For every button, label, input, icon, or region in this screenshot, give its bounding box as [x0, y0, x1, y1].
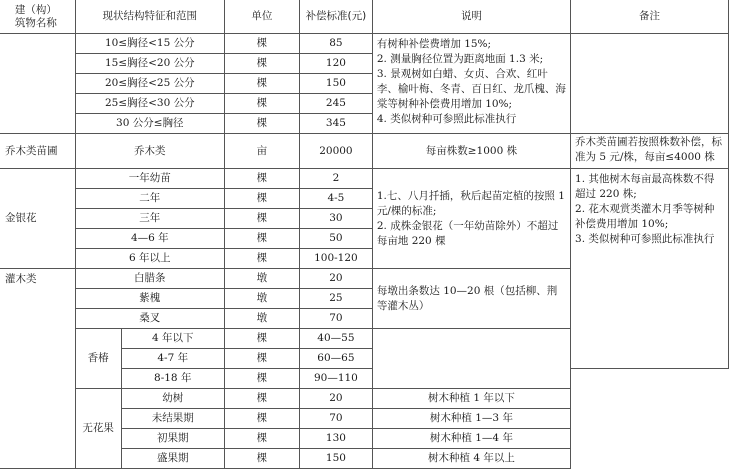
header-row [0, 0, 729, 34]
unit-cell: 棵 [224, 114, 299, 134]
value-cell: 20 [299, 269, 372, 289]
value-cell: 90—110 [299, 369, 372, 389]
category-nursery: 乔木类苗圃 [0, 134, 75, 169]
spec-cell: 4 年以下 [121, 329, 224, 349]
value-cell: 50 [299, 229, 372, 249]
honeysuckle-remarks: 1. 其他树木每亩最高株数不得超过 220 株; 2. 花木观赏类灌木月季等树种补偿费用增加 10%; 3. 类似树种可参照此标准执行 [571, 169, 729, 369]
value-cell: 150 [299, 74, 372, 94]
header-unit: 单位 [224, 0, 299, 34]
header-category: 建（构） 筑物名称 [0, 0, 75, 34]
value-cell: 100-120 [299, 249, 372, 269]
value-cell: 40—55 [299, 329, 372, 349]
value-cell: 150 [299, 449, 372, 469]
shrubs-note: 每墩出条数达 10—20 根（包括柳、荆等灌木丛） [372, 269, 570, 329]
table-row [0, 389, 729, 409]
unit-cell: 棵 [224, 209, 299, 229]
unit-cell: 棵 [224, 34, 299, 54]
value-cell: 30 [299, 209, 372, 229]
spec-cell: 30 公分≤胸径 [75, 114, 224, 134]
toona-note-empty [372, 329, 570, 389]
value-cell: 20000 [299, 134, 372, 169]
value-cell: 70 [299, 309, 372, 329]
spec-cell: 白腊条 [75, 269, 224, 289]
nursery-remark: 乔木类苗圃若按照株数补偿，标准为 5 元/株，每亩≤4000 株 [571, 134, 729, 169]
unit-cell: 墩 [224, 289, 299, 309]
header-spec: 现状结构特征和范围 [75, 0, 224, 34]
spec-cell: 初果期 [121, 429, 224, 449]
value-cell: 70 [299, 409, 372, 429]
value-cell: 25 [299, 289, 372, 309]
subcategory-toona: 香椿 [75, 329, 121, 389]
value-cell: 85 [299, 34, 372, 54]
spec-cell: 25≤胸径<30 公分 [75, 94, 224, 114]
spec-cell: 6 年以上 [75, 249, 224, 269]
value-cell: 130 [299, 429, 372, 449]
unit-cell: 棵 [224, 229, 299, 249]
spec-cell: 乔木类 [75, 134, 224, 169]
spec-cell: 盛果期 [121, 449, 224, 469]
spec-cell: 一年幼苗 [75, 169, 224, 189]
spec-cell: 4—6 年 [75, 229, 224, 249]
value-cell: 345 [299, 114, 372, 134]
spec-cell: 15≤胸径<20 公分 [75, 54, 224, 74]
spec-cell: 二年 [75, 189, 224, 209]
trees-notes: 有树种补偿费增加 15%; 2. 测量胸径位置为距离地面 1.3 米; 3. 景观树如白蜡、女贞、合欢、红叶李、榆叶梅、冬青、百日红、龙爪槐、海棠等树种补偿费用增加 10%; 4. 类似树种可参照此标准执行 [372, 34, 570, 134]
note-cell: 树木种植 4 年以上 [372, 449, 570, 469]
header-explanation: 说明 [372, 0, 570, 34]
unit-cell: 棵 [224, 389, 299, 409]
spec-cell: 8-18 年 [121, 369, 224, 389]
spec-cell: 桑叉 [75, 309, 224, 329]
value-cell: 20 [299, 389, 372, 409]
spec-cell: 未结果期 [121, 409, 224, 429]
note-cell: 树木种植 1 年以下 [372, 389, 570, 409]
unit-cell: 亩 [224, 134, 299, 169]
unit-cell: 棵 [224, 349, 299, 369]
trees-remarks-empty [571, 34, 729, 134]
table-row [0, 134, 729, 169]
note-cell: 树木种植 1—3 年 [372, 409, 570, 429]
spec-cell: 4-7 年 [121, 349, 224, 369]
unit-cell: 棵 [224, 429, 299, 449]
header-remarks: 备注 [571, 0, 729, 34]
header-standard: 补偿标准(元) [299, 0, 372, 34]
spec-cell: 20≤胸径<25 公分 [75, 74, 224, 94]
unit-cell: 墩 [224, 309, 299, 329]
unit-cell: 棵 [224, 169, 299, 189]
spec-cell: 三年 [75, 209, 224, 229]
spec-cell: 幼树 [121, 389, 224, 409]
value-cell: 2 [299, 169, 372, 189]
unit-cell: 棵 [224, 74, 299, 94]
spec-cell: 紫槐 [75, 289, 224, 309]
table-row [0, 34, 729, 54]
category-honeysuckle: 金银花 [0, 169, 75, 269]
value-cell: 60—65 [299, 349, 372, 369]
category-shrubs: 灌木类 [0, 269, 75, 469]
note-cell: 树木种植 1—4 年 [372, 429, 570, 449]
unit-cell: 棵 [224, 249, 299, 269]
subcategory-fig: 无花果 [75, 389, 121, 469]
value-cell: 245 [299, 94, 372, 114]
unit-cell: 棵 [224, 409, 299, 429]
spec-cell: 10≤胸径<15 公分 [75, 34, 224, 54]
unit-cell: 棵 [224, 369, 299, 389]
unit-cell: 棵 [224, 449, 299, 469]
unit-cell: 墩 [224, 269, 299, 289]
value-cell: 4-5 [299, 189, 372, 209]
honeysuckle-notes: 1.七、八月扦插，秋后起苗定植的按照 1 元/棵的标准; 2. 成株金银花（一年幼苗除外）不超过每亩地 220 棵 [372, 169, 570, 269]
unit-cell: 棵 [224, 54, 299, 74]
nursery-note: 每亩株数≥1000 株 [372, 134, 570, 169]
unit-cell: 棵 [224, 94, 299, 114]
value-cell: 120 [299, 54, 372, 74]
unit-cell: 棵 [224, 329, 299, 349]
unit-cell: 棵 [224, 189, 299, 209]
category-cell-empty [0, 34, 75, 134]
table-row [0, 169, 729, 189]
